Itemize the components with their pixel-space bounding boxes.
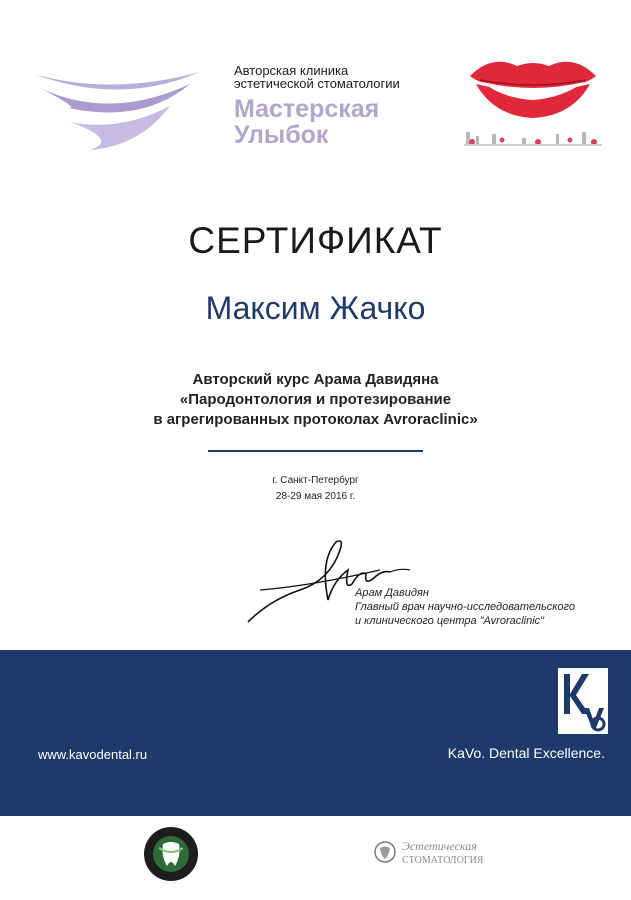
event-city: г. Санкт-Петербург	[272, 475, 359, 486]
course-line: «Пародонтология и протезирование	[179, 391, 452, 408]
svg-text:Эстетическая: Эстетическая	[402, 839, 477, 853]
course-description	[0, 370, 631, 430]
signatory-role: и клинического центра "Avroraclinic"	[355, 615, 545, 627]
signatory-block	[355, 586, 575, 628]
clinic-smile-logo	[30, 66, 210, 150]
kavo-logo	[558, 668, 608, 734]
signatory-role: Главный врач научно-исследовательского	[355, 601, 575, 613]
aesthetic-stomatology-logo	[372, 838, 502, 866]
course-line: в агрегированных протоколах Avroraclinic»	[153, 411, 478, 428]
sponsor-slogan: KaVo. Dental Excellence.	[447, 745, 605, 761]
perio-stomatology-seal-icon	[143, 826, 199, 882]
event-dates: 28-29 мая 2016 г.	[275, 491, 356, 502]
sponsor-website-link[interactable]: www.kavodental.ru	[38, 747, 148, 762]
sponsor-band	[0, 650, 631, 816]
recipient-name: Максим Жачко	[205, 290, 426, 326]
divider-line	[208, 450, 423, 452]
clinic-subtitle: Авторская клиника эстетической стоматологии	[234, 63, 400, 91]
certificate-title: СЕРТИФИКАТ	[188, 220, 443, 261]
svg-text:СТОМАТОЛОГИЯ: СТОМАТОЛОГИЯ	[402, 855, 484, 866]
smile-lips-illustration	[462, 54, 604, 149]
clinic-name: Мастерская Улыбок	[234, 95, 380, 149]
signatory-name: Арам Давидян	[355, 587, 429, 599]
event-place-date	[0, 473, 631, 505]
course-line: Авторский курс Арама Давидяна	[192, 371, 439, 388]
